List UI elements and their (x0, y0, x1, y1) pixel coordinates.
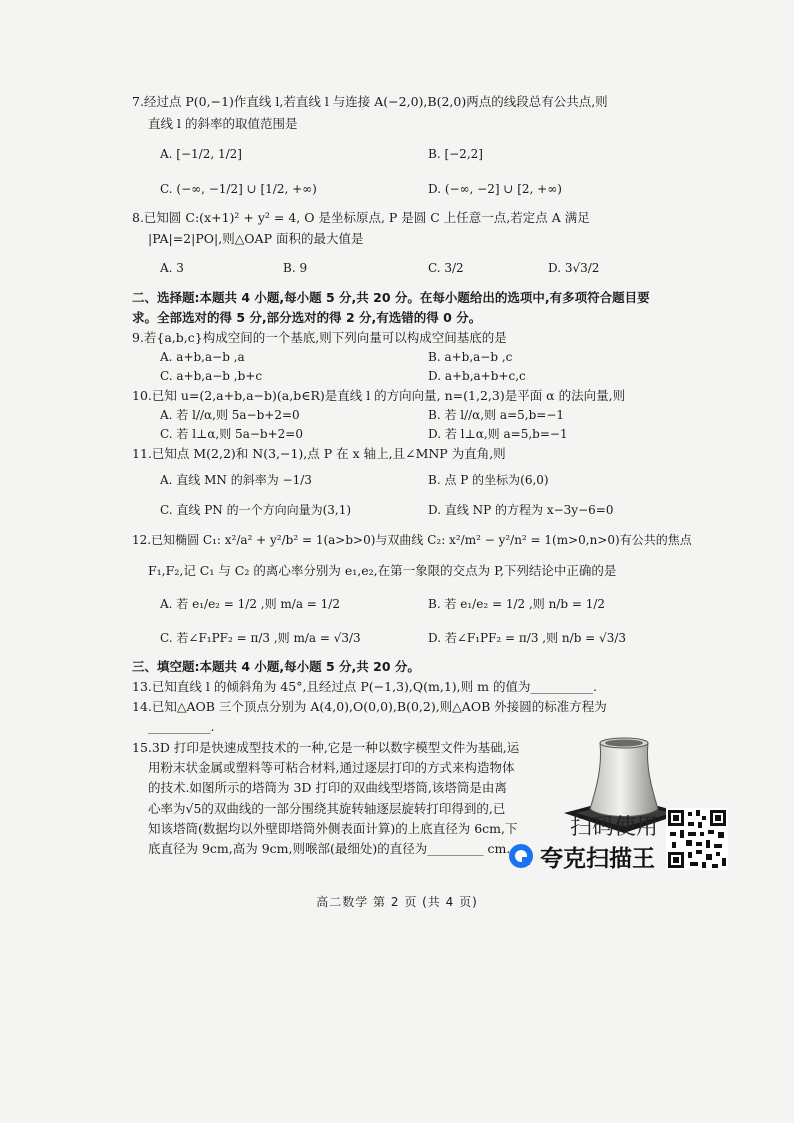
q11-option-b: B. 点 P 的坐标为(6,0) (428, 473, 549, 487)
q13-line1: 13.已知直线 l 的倾斜角为 45°,且经过点 P(−1,3),Q(m,1),则 m 的值为__________. (132, 679, 597, 694)
q7-option-a: A. [−1/2, 1/2] (160, 147, 242, 161)
brand-logo-icon (508, 843, 534, 869)
section-2-heading-line1: 二、选择题:本题共 4 小题,每小题 5 分,共 20 分。在每小题给出的选项中,有多项符合题目要 (132, 290, 650, 305)
q7-line2: 直线 l 的斜率的取值范围是 (148, 116, 298, 131)
section-2-heading-line2: 求。全部选对的得 5 分,部分选对的得 2 分,有选错的得 0 分。 (132, 310, 482, 325)
q11-line1: 11.已知点 M(2,2)和 N(3,−1),点 P 在 x 轴上,且∠MNP 为直角,则 (132, 446, 506, 461)
q10-option-d: D. 若 l⊥α,则 a=5,b=−1 (428, 427, 568, 441)
q8-line2: |PA|=2|PO|,则△OAP 面积的最大值是 (148, 231, 364, 246)
q7-option-c: C. (−∞, −1/2] ∪ [1/2, +∞) (160, 182, 317, 196)
q12-option-c: C. 若∠F₁PF₂ = π/3 ,则 m/a = √3/3 (160, 631, 361, 645)
q10-option-a: A. 若 l//α,则 5a−b+2=0 (160, 408, 300, 422)
q15-line2: 用粉末状金属或塑料等可粘合材料,通过逐层打印的方式来构造物体 (148, 760, 515, 775)
q14-line2: __________. (148, 719, 215, 734)
q8-option-d: D. 3√3/2 (548, 261, 600, 275)
q11-option-c: C. 直线 PN 的一个方向向量为(3,1) (160, 503, 352, 517)
q8-option-c: C. 3/2 (428, 261, 464, 275)
qr-code-icon[interactable] (666, 808, 728, 870)
q12-option-a: A. 若 e₁/e₂ = 1/2 ,则 m/a = 1/2 (160, 597, 340, 611)
scan-to-use-text: 扫码使用 (570, 815, 659, 840)
q10-line1: 10.已知 u=(2,a+b,a−b)(a,b∈R)是直线 l 的方向向量, n=(1,2,3)是平面 α 的法向量,则 (132, 388, 626, 403)
q15-line5: 知该塔筒(数据均以外壁即塔筒外侧表面计算)的上底直径为 6cm,下 (148, 821, 518, 836)
q15-line6: 底直径为 9cm,高为 9cm,则喉部(最细处)的直径为_________ cm. (148, 841, 511, 856)
q15-line4: 心率为√5的双曲线的一部分围绕其旋转轴逐层旋转打印得到的,已 (148, 801, 506, 816)
q10-option-c: C. 若 l⊥α,则 5a−b+2=0 (160, 427, 303, 441)
q15-line3: 的技术.如图所示的塔筒为 3D 打印的双曲线型塔筒,该塔筒是由离 (148, 780, 507, 795)
q9-line1: 9.若{a,b,c}构成空间的一个基底,则下列向量可以构成空间基底的是 (132, 330, 507, 345)
q12-line1: 12.已知椭圆 C₁: x²/a² + y²/b² = 1(a>b>0)与双曲线 C₂: x²/m² − y²/n² = 1(m>0,n>0)有公共的焦点 (132, 533, 692, 547)
brand-name: 夸克扫描王 (540, 845, 655, 872)
q8-line1: 8.已知圆 C:(x+1)² + y² = 4, O 是坐标原点, P 是圆 C 上任意一点,若定点 A 满足 (132, 210, 590, 225)
page-footer: 高二数学 第 2 页 (共 4 页) (316, 895, 478, 909)
q7-option-b: B. [−2,2] (428, 147, 483, 161)
q7-option-d: D. (−∞, −2] ∪ [2, +∞) (428, 182, 562, 196)
q10-option-b: B. 若 l//α,则 a=5,b=−1 (428, 408, 565, 422)
q12-line2: F₁,F₂,记 C₁ 与 C₂ 的离心率分别为 e₁,e₂,在第一象限的交点为 P,下列结论中正确的是 (148, 563, 617, 578)
q9-option-b: B. a+b,a−b ,c (428, 350, 513, 364)
section-3-heading: 三、填空题:本题共 4 小题,每小题 5 分,共 20 分。 (132, 659, 420, 674)
q12-option-d: D. 若∠F₁PF₂ = π/3 ,则 n/b = √3/3 (428, 631, 627, 645)
q7-line1: 7.经过点 P(0,−1)作直线 l,若直线 l 与连接 A(−2,0),B(2,0)两点的线段总有公共点,则 (132, 94, 608, 109)
q12-option-b: B. 若 e₁/e₂ = 1/2 ,则 n/b = 1/2 (428, 597, 606, 611)
q9-option-d: D. a+b,a+b+c,c (428, 369, 526, 383)
q14-line1: 14.已知△AOB 三个顶点分别为 A(4,0),O(0,0),B(0,2),则△AOB 外接圆的标准方程为 (132, 699, 607, 714)
q9-option-a: A. a+b,a−b ,a (160, 350, 245, 364)
q8-option-a: A. 3 (160, 261, 184, 275)
q15-line1: 15.3D 打印是快速成型技术的一种,它是一种以数字模型文件为基础,运 (132, 740, 520, 755)
q8-option-b: B. 9 (283, 261, 308, 275)
q11-option-a: A. 直线 MN 的斜率为 −1/3 (160, 473, 312, 487)
q9-option-c: C. a+b,a−b ,b+c (160, 369, 263, 383)
scanner-brand (508, 842, 655, 870)
q11-option-d: D. 直线 NP 的方程为 x−3y−6=0 (428, 503, 614, 517)
